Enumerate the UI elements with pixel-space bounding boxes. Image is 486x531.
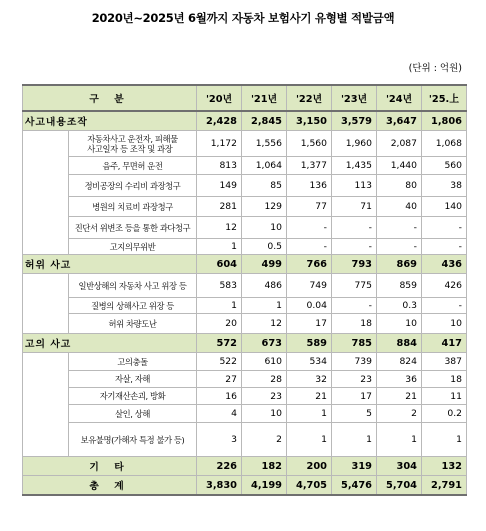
header-2022: '22년 (287, 85, 332, 111)
row-label: 살인, 상해 (69, 405, 197, 423)
total-row-value: 5,476 (332, 476, 377, 496)
fraud-amount-table (22, 84, 467, 496)
header-row (23, 85, 467, 111)
row-value: 21 (287, 388, 332, 405)
row-label-line-2: 사고일자 등 조작 및 과장 (87, 143, 173, 154)
row-value: - (422, 298, 467, 314)
row-label: 고지의무위반 (69, 239, 197, 255)
category-value: 785 (332, 334, 377, 353)
row-value: 129 (242, 197, 287, 217)
category-value: 2,428 (197, 111, 242, 131)
row-value: 21 (377, 388, 422, 405)
page-title: 2020년~2025년 6월까지 자동차 보험사기 유형별 적발금액 (91, 11, 395, 25)
category-value: 417 (422, 334, 467, 353)
total-row-value: 5,704 (377, 476, 422, 496)
other-row-value: 226 (197, 457, 242, 476)
row-label: 고의충돌 (69, 353, 197, 371)
row-value: - (287, 217, 332, 239)
row-value: 10 (377, 314, 422, 334)
total-row-value: 3,830 (197, 476, 242, 496)
row-label: 음주, 무면허 운전 (69, 157, 197, 175)
table-row (23, 274, 467, 298)
row-label: 진단서 위변조 등을 통한 과다청구 (69, 217, 197, 239)
other-row-value: 132 (422, 457, 467, 476)
header-2020: '20년 (197, 85, 242, 111)
row-value: 610 (242, 353, 287, 371)
table-row (23, 197, 467, 217)
category-value: 436 (422, 255, 467, 274)
row-value: - (377, 239, 422, 255)
table-row (23, 405, 467, 423)
category-value: 572 (197, 334, 242, 353)
row-label-two-line (87, 134, 177, 154)
other-row-value: 182 (242, 457, 287, 476)
row-value: 12 (242, 314, 287, 334)
row-value: - (422, 239, 467, 255)
row-value: 28 (242, 371, 287, 388)
row-value: 1 (287, 423, 332, 457)
row-value: 27 (197, 371, 242, 388)
row-value: 12 (197, 217, 242, 239)
table-row (23, 298, 467, 314)
row-value: 18 (422, 371, 467, 388)
row-value: 20 (197, 314, 242, 334)
row-value: 140 (422, 197, 467, 217)
row-label: 정비공장의 수리비 과장청구 (69, 175, 197, 197)
header-2021: '21년 (242, 85, 287, 111)
table-row (23, 157, 467, 175)
table-row (23, 423, 467, 457)
category-row (23, 111, 467, 131)
indent-spacer (23, 131, 69, 255)
row-value: - (422, 217, 467, 239)
row-value: 1,377 (287, 157, 332, 175)
row-value: 1,440 (377, 157, 422, 175)
row-value: 534 (287, 353, 332, 371)
total-row-value: 4,199 (242, 476, 287, 496)
row-value: 32 (287, 371, 332, 388)
row-value: 0.5 (242, 239, 287, 255)
row-value: 1,064 (242, 157, 287, 175)
row-value: 0.3 (377, 298, 422, 314)
table-row (23, 131, 467, 157)
row-value: 1,556 (242, 131, 287, 157)
row-value: 1,068 (422, 131, 467, 157)
row-value: 749 (287, 274, 332, 298)
other-row-value: 304 (377, 457, 422, 476)
row-value: 1 (242, 298, 287, 314)
row-value: 1,435 (332, 157, 377, 175)
row-label: 일반상해의 자동차 사고 위장 등 (69, 274, 197, 298)
row-value: 5 (332, 405, 377, 423)
total-row-label: 총 계 (23, 476, 197, 496)
category-label: 사고내용조작 (23, 111, 197, 131)
row-value: 0.04 (287, 298, 332, 314)
row-value: - (377, 217, 422, 239)
category-value: 793 (332, 255, 377, 274)
table-row (23, 217, 467, 239)
row-label: 자기재산손괴, 방화 (69, 388, 197, 405)
row-value: - (332, 239, 377, 255)
row-value: 16 (197, 388, 242, 405)
row-value: 71 (332, 197, 377, 217)
row-value: 1 (287, 405, 332, 423)
row-value: 18 (332, 314, 377, 334)
category-value: 766 (287, 255, 332, 274)
table-row (23, 371, 467, 388)
row-value: 583 (197, 274, 242, 298)
table-row (23, 353, 467, 371)
row-value: 10 (242, 217, 287, 239)
row-value: 486 (242, 274, 287, 298)
category-value: 1,806 (422, 111, 467, 131)
total-row-value: 4,705 (287, 476, 332, 496)
row-value: 10 (422, 314, 467, 334)
row-label: 병원의 치료비 과장청구 (69, 197, 197, 217)
row-value: 426 (422, 274, 467, 298)
table-row (23, 175, 467, 197)
row-value: 149 (197, 175, 242, 197)
row-value: - (287, 239, 332, 255)
row-value: 3 (197, 423, 242, 457)
category-value: 589 (287, 334, 332, 353)
category-value: 3,647 (377, 111, 422, 131)
table-row (23, 388, 467, 405)
header-2025h1: '25.上 (422, 85, 467, 111)
other-row (23, 457, 467, 476)
table-row (23, 314, 467, 334)
row-value: 77 (287, 197, 332, 217)
row-value: 739 (332, 353, 377, 371)
row-value: 80 (377, 175, 422, 197)
row-value: 824 (377, 353, 422, 371)
row-value: 11 (422, 388, 467, 405)
row-value: 1,960 (332, 131, 377, 157)
table-row (23, 239, 467, 255)
row-value: 40 (377, 197, 422, 217)
row-value: 85 (242, 175, 287, 197)
other-row-label: 기 타 (23, 457, 197, 476)
row-label-line-1: 자동차사고 운전자, 피해물 (87, 133, 178, 144)
row-value: 4 (197, 405, 242, 423)
row-value: - (332, 217, 377, 239)
indent-spacer (23, 274, 69, 334)
category-value: 673 (242, 334, 287, 353)
row-value: 136 (287, 175, 332, 197)
row-label (69, 131, 197, 157)
unit-label: (단위 : 억원) (408, 63, 462, 74)
row-value: 387 (422, 353, 467, 371)
row-value: - (332, 298, 377, 314)
row-value: 0.2 (422, 405, 467, 423)
category-value: 869 (377, 255, 422, 274)
category-value: 3,150 (287, 111, 332, 131)
row-value: 38 (422, 175, 467, 197)
row-value: 1 (422, 423, 467, 457)
category-value: 2,845 (242, 111, 287, 131)
row-value: 775 (332, 274, 377, 298)
category-row (23, 255, 467, 274)
row-value: 1 (197, 239, 242, 255)
row-label: 보유불명(가해자 특정 불가 등) (69, 423, 197, 457)
row-value: 560 (422, 157, 467, 175)
row-value: 813 (197, 157, 242, 175)
total-row (23, 476, 467, 496)
total-row-value: 2,791 (422, 476, 467, 496)
row-value: 1,172 (197, 131, 242, 157)
indent-spacer (23, 353, 69, 457)
row-value: 2 (377, 405, 422, 423)
row-value: 36 (377, 371, 422, 388)
other-row-value: 319 (332, 457, 377, 476)
row-value: 17 (332, 388, 377, 405)
category-row (23, 334, 467, 353)
row-value: 2,087 (377, 131, 422, 157)
row-label: 질병의 상해사고 위장 등 (69, 298, 197, 314)
row-value: 281 (197, 197, 242, 217)
header-2023: '23년 (332, 85, 377, 111)
category-label: 허위 사고 (23, 255, 197, 274)
row-value: 113 (332, 175, 377, 197)
category-value: 604 (197, 255, 242, 274)
other-row-value: 200 (287, 457, 332, 476)
row-label: 허위 차량도난 (69, 314, 197, 334)
row-value: 23 (242, 388, 287, 405)
row-value: 17 (287, 314, 332, 334)
row-value: 2 (242, 423, 287, 457)
row-label: 자살, 자해 (69, 371, 197, 388)
header-2024: '24년 (377, 85, 422, 111)
row-value: 23 (332, 371, 377, 388)
row-value: 1,560 (287, 131, 332, 157)
category-value: 3,579 (332, 111, 377, 131)
header-category: 구 분 (23, 85, 197, 111)
category-value: 499 (242, 255, 287, 274)
category-value: 884 (377, 334, 422, 353)
row-value: 1 (332, 423, 377, 457)
row-value: 859 (377, 274, 422, 298)
row-value: 10 (242, 405, 287, 423)
row-value: 1 (377, 423, 422, 457)
category-label: 고의 사고 (23, 334, 197, 353)
row-value: 1 (197, 298, 242, 314)
row-value: 522 (197, 353, 242, 371)
